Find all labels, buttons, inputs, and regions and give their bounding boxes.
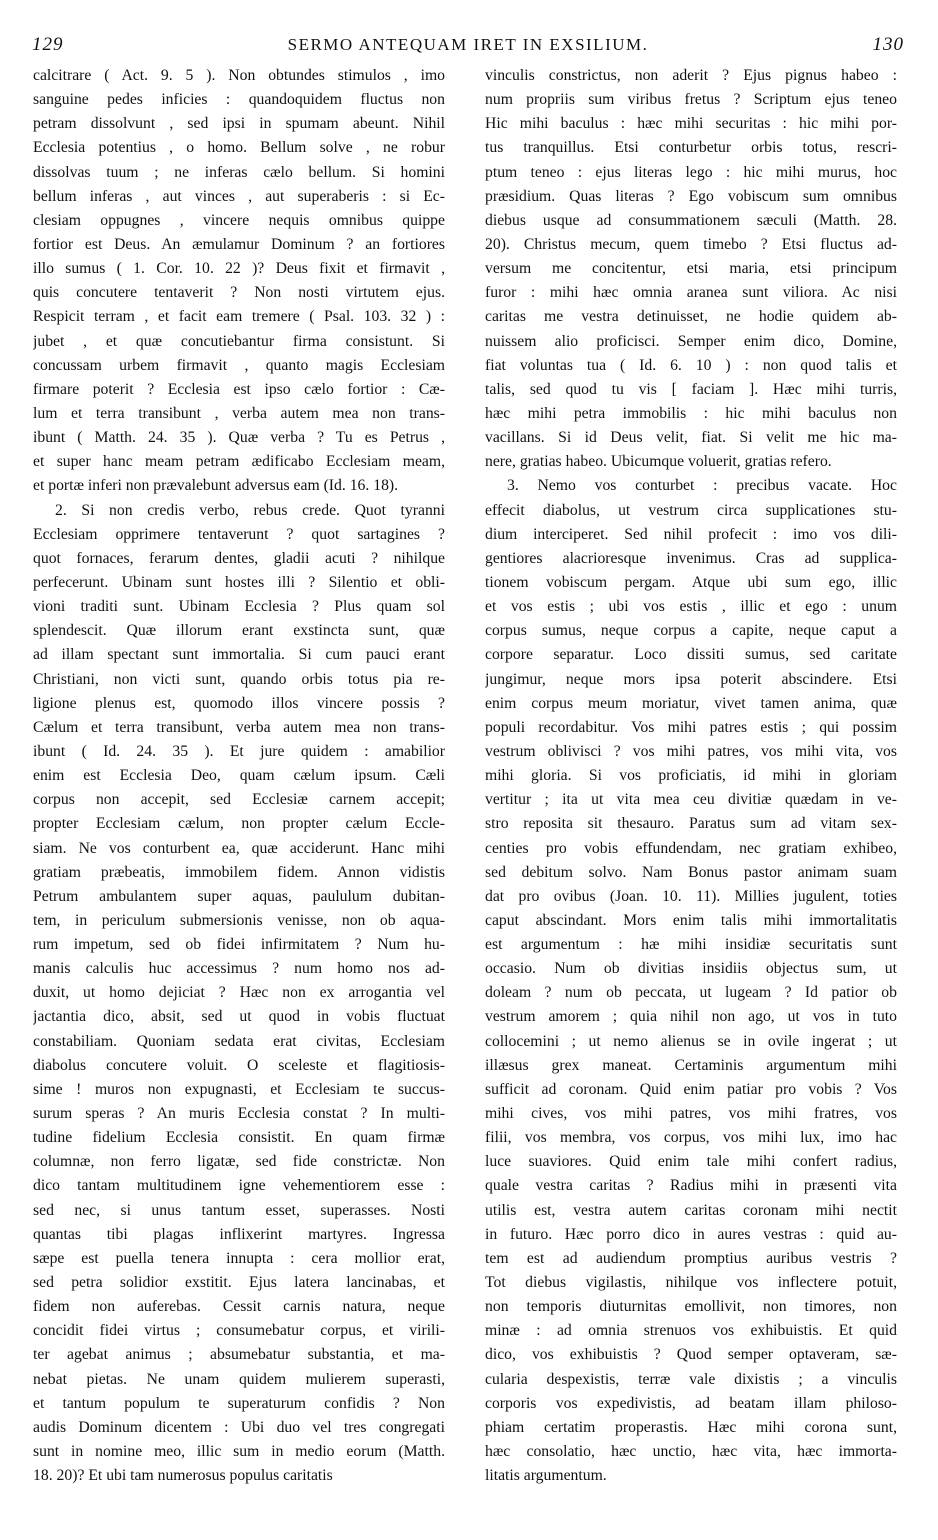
text-line: sunt in nomine meo, illic sum in medio eorum (Matth. <box>33 1443 445 1461</box>
text-line: sæpe est puella tenera innupta : cera mollior erat, <box>33 1249 445 1267</box>
text-line: minæ : ad omnia strenuos vos exhibuistis. Et quid <box>485 1322 897 1340</box>
text-line: fiat voluntas tua ( Id. 6. 10 ) : non quod talis et <box>485 356 897 374</box>
text-line: corpus non accepit, sed Ecclesiæ carnem accepit; <box>33 791 445 809</box>
text-line: collocemini ; ut nemo alienus se in ovile ingerat ; ut <box>485 1032 897 1050</box>
text-line: gentiores alacrioresque invenimus. Cras ad supplica- <box>485 549 897 567</box>
text-line: concussam urbem firmavit , quanto magis Ecclesiam <box>33 356 445 374</box>
text-line: Hic mihi baculus : hæc mihi securitas : hic mihi por- <box>485 115 897 133</box>
text-line: num propriis sum viribus fretus ? Scriptum ejus teneo <box>485 91 897 109</box>
text-line: vinculis constrictus, non aderit ? Ejus pignus habeo : <box>485 67 897 84</box>
text-line: stro reposita sit thesauro. Paratus sum ad vitam sex- <box>485 815 897 833</box>
text-line: propter Ecclesiam cælum, non propter cælum Eccle- <box>33 815 445 833</box>
text-line: gratiam præbeatis, immobilem fidem. Annon vidistis <box>33 863 445 881</box>
text-line: ibunt ( Id. 24. 35 ). Et jure quidem : amabilior <box>33 742 445 760</box>
text-line: fidem non auferebas. Cessit carnis natura, neque <box>33 1298 445 1316</box>
text-line: hæc consolatio, hæc unctio, hæc vita, hæc immorta- <box>485 1443 897 1461</box>
text-line: corporis vos expedivistis, ad beatam illam philoso- <box>485 1394 897 1412</box>
text-line: tionem vobiscum pergam. Atque ubi sum ego, illic <box>485 573 897 591</box>
text-line: luce suaviores. Quid enim tale mihi confert radius, <box>485 1153 897 1171</box>
text-line: splendescit. Quæ illorum erant exstincta sunt, quæ <box>33 622 445 640</box>
text-line: 18. 20)? Et ubi tam numerosus populus caritatis <box>33 1467 333 1485</box>
text-line: Cælum et terra transibunt, verba autem mea non trans- <box>33 718 445 736</box>
text-line: calcitrare ( Act. 9. 5 ). Non obtundes stimulos , imo <box>33 67 445 84</box>
text-line: centies pro vobis effundendam, nec gratiam exhibeo, <box>485 839 897 857</box>
text-line: quot fornaces, ferarum dentes, gladii acuti ? nihilque <box>33 549 445 567</box>
text-line: corpus sumus, neque corpus a capite, neque caput a <box>485 622 897 640</box>
page-number-right: 130 <box>872 34 904 55</box>
text-line: dium interciperet. Sed nihil profecit : imo vos dili- <box>485 525 897 543</box>
text-line: furor : mihi hæc omnia aranea sunt viliora. Ac nisi <box>485 284 897 302</box>
text-line: phiam certatim properastis. Hæc mihi corona sunt, <box>485 1418 897 1436</box>
text-line: nebat pietas. Ne unam quidem mulierem superasti, <box>33 1370 445 1388</box>
text-line: duxit, ut homo dejiciat ? Hæc non ex arrogantia vel <box>33 984 445 1002</box>
text-line: non temporis diuturnitas emollivit, non timores, non <box>485 1298 897 1316</box>
text-line: vacillans. Si id Deus velit, fiat. Si velit me hic ma- <box>485 429 897 447</box>
text-line: occasio. Num ob divitias insidiis objectus sum, ut <box>485 960 897 978</box>
text-line: quantas tibi plagas inflixerint martyres. Ingressa <box>33 1225 445 1243</box>
text-line: sed petra solidior exstitit. Ejus latera lancinabas, et <box>33 1274 445 1292</box>
text-line: dat pro ovibus (Joan. 10. 11). Millies jugulent, toties <box>485 887 897 905</box>
text-line: jungimur, neque mors ipsa poterit abscindere. Etsi <box>485 670 897 688</box>
text-line: sed nec, si unus tantum esset, superasses. Nosti <box>33 1201 445 1219</box>
text-line: corpore separatur. Loco dissiti sumus, sed caritate <box>485 646 897 664</box>
text-line: dissolvas tuum ; ne inferas cælo bellum. Si homini <box>33 163 445 181</box>
text-line: perfecerunt. Ubinam sunt hostes illi ? Silentio et obli- <box>33 573 445 591</box>
text-line: filii, vos membra, vos corpus, vos mihi lux, imo hac <box>485 1129 897 1147</box>
text-line: enim est Ecclesia Deo, quam cælum ipsum. Cæli <box>33 767 445 785</box>
text-line: diebus usque ad consummationem sæculi (Matth. 28. <box>485 211 897 229</box>
text-line: et super hanc meam petram ædificabo Ecclesiam meam, <box>33 453 445 471</box>
text-line: versum me concitentur, etsi maria, etsi principum <box>485 260 897 278</box>
text-line: et tantum populum te superaturum confidis ? Non <box>33 1394 445 1412</box>
text-line: vestrum amorem ; quia nihil non ago, ut vos in tuto <box>485 1008 897 1026</box>
text-line: utilis est, vestra autem caritas coronam mihi nectit <box>485 1201 897 1219</box>
text-line: tem est ad audiendum promptius auribus vestris ? <box>485 1249 897 1267</box>
text-line: talis, sed quod tu vis [ faciam ]. Hæc mihi turris, <box>485 380 897 398</box>
text-line: dico tantam multitudinem igne vehementiorem esse : <box>33 1177 445 1195</box>
text-line: 20). Christus mecum, quem timebo ? Etsi fluctus ad- <box>485 235 897 253</box>
text-line: et portæ inferi non prævalebunt adversus eam (Id. 16. 18). <box>33 477 399 495</box>
text-line: ad illam spectant sunt immortalia. Si cum pauci erant <box>33 646 445 664</box>
text-line: tudine fidelium Ecclesia consistit. En quam firmæ <box>33 1129 445 1147</box>
text-line: doleam ? num ob peccata, ut lugeam ? Id patior ob <box>485 984 897 1002</box>
text-line: cularia despexistis, terræ vale dixistis ; a vinculis <box>485 1370 897 1388</box>
text-line: ter agebat animus ; absumebatur substantia, et ma- <box>33 1346 445 1364</box>
text-line: siam. Ne vos conturbent ea, quæ acciderunt. Hanc mihi <box>33 839 445 857</box>
text-line: tem, in periculum submersionis venisse, non ob aqua- <box>33 911 445 929</box>
text-line: et vos estis ; ubi vos estis , illic et ego : unum <box>485 598 897 616</box>
text-line: jubet , et quæ concutiebantur firma consistunt. Si <box>33 332 445 350</box>
text-line: nuissem alio proficisci. Semper enim dico, Domine, <box>485 332 897 350</box>
text-line: audis Dominum dicentem : Ubi duo vel tres congregati <box>33 1418 445 1436</box>
text-line: Respicit terram , et facit eam tremere ( Psal. 103. 32 ) : <box>33 308 445 326</box>
text-line: bellum inferas , aut vinces , aut superaberis : si Ec- <box>33 187 445 205</box>
text-line: constabiliam. Quoniam sedata erat civitas, Ecclesiam <box>33 1032 445 1050</box>
text-line: Tot diebus vigilastis, nihilque vos inflectere potuit, <box>485 1274 897 1292</box>
text-line: 2. Si non credis verbo, rebus crede. Quot tyranni <box>55 501 445 519</box>
text-line: firmare poterit ? Ecclesia est ipso cælo fortior : Cæ- <box>33 380 445 398</box>
text-line: concidit fidei virtus ; consumebatur corpus, et virili- <box>33 1322 445 1340</box>
text-line: ligione plenus est, quomodo illos vincere possis ? <box>33 694 445 712</box>
text-line: est argumentum : hæ mihi insidiæ securitatis sunt <box>485 936 897 954</box>
running-title: SERMO ANTEQUAM IRET IN EXSILIUM. <box>287 35 649 54</box>
text-line: effecit diabolus, ut vestrum circa supplicationes stu- <box>485 501 897 519</box>
text-line: manis calculis huc accessimus ? num homo nos ad- <box>33 960 445 978</box>
right-column <box>485 64 897 1488</box>
text-line: jactantia dico, absit, sed ut quod in vobis fluctuat <box>33 1008 445 1026</box>
text-line: Ecclesia potentius , o homo. Bellum solve , ne robur <box>33 139 445 157</box>
text-line: columnæ, non ferro ligatæ, sed fide constrictæ. Non <box>33 1153 445 1171</box>
text-line: mihi cives, vos mihi patres, vos mihi fratres, vos <box>485 1105 897 1123</box>
text-line: petram dissolvunt , sed ipsi in spumam abeunt. Nihil <box>33 115 445 133</box>
text-line: rum impetum, sed ob fidei infirmitatem ? Num hu- <box>33 936 445 954</box>
text-line: clesiam oppugnes , vincere nequis omnibus quippe <box>33 211 445 229</box>
text-line: vertitur ; ita ut vita mea ceu divitiæ quædam in ve- <box>485 791 897 809</box>
left-column <box>33 64 445 1488</box>
text-line: præsidium. Quas literas ? Ego vobiscum sum omnibus <box>485 187 897 205</box>
text-line: dico, vos exhibuistis ? Quod semper optaveram, sæ- <box>485 1346 897 1364</box>
page-header <box>30 34 906 60</box>
text-line: hæc mihi petra immobilis : hic mihi baculus non <box>485 404 897 422</box>
text-line: Petrum ambulantem super aquas, paululum dubitan- <box>33 887 445 905</box>
page-number-left: 129 <box>32 34 64 55</box>
text-line: sime ! muros non expugnasti, et Ecclesiam te succus- <box>33 1080 445 1098</box>
text-line: illo sumus ( 1. Cor. 10. 22 )? Deus fixit et firmavit , <box>33 260 445 278</box>
text-line: populi recordabitur. Vos mihi patres estis ; qui possim <box>485 718 897 736</box>
text-line: illæsus grex maneat. Certaminis argumentum mihi <box>485 1056 897 1074</box>
text-line: nere, gratias habeo. Ubicumque voluerit, gratias refero. <box>485 453 832 471</box>
text-line: sed debitum solvo. Nam Bonus pastor animam suam <box>485 863 897 881</box>
text-line: caput abscindant. Mors enim talis mihi immortalitatis <box>485 911 897 929</box>
text-line: sanguine pedes inficies : quandoquidem fluctus non <box>33 91 445 109</box>
text-line: mihi gloria. Si vos proficiatis, id mihi in gloriam <box>485 767 897 785</box>
text-line: diabolus concutere voluit. O sceleste et flagitiosis- <box>33 1056 445 1074</box>
text-line: Ecclesiam opprimere tentaverunt ? quot sartagines ? <box>33 525 445 543</box>
text-line: enim corpus meum moriatur, vivet tamen anima, quæ <box>485 694 897 712</box>
text-line: ibunt ( Matth. 24. 35 ). Quæ verba ? Tu es Petrus , <box>33 429 445 447</box>
text-line: sufficit ad coronam. Quid enim patiar pro vobis ? Vos <box>485 1080 897 1098</box>
text-line: tus tranquillus. Etsi conturbetur orbis totus, rescri- <box>485 139 897 157</box>
text-line: 3. Nemo vos conturbet : precibus vacate. Hoc <box>507 477 897 495</box>
text-line: quis concutere tentaverit ? Non nosti virtutem ejus. <box>33 284 445 302</box>
text-line: lum et terra transibunt , verba autem mea non trans- <box>33 404 445 422</box>
text-line: Christiani, non victi sunt, quando orbis totus pia re- <box>33 670 445 688</box>
text-line: fortior est Deus. An æmulamur Dominum ? an fortiores <box>33 235 445 253</box>
text-line: in futuro. Hæc porro dico in aures vestras : quid au- <box>485 1225 897 1243</box>
text-line: vestrum oblivisci ? vos mihi patres, vos mihi vita, vos <box>485 742 897 760</box>
text-line: surum speras ? An muris Ecclesia constat ? In multi- <box>33 1105 445 1123</box>
text-line: ptum teneo : ejus literas lego : hic mihi murus, hoc <box>485 163 897 181</box>
text-line: caritas me vestra detinuisset, ne hodie quidem ab- <box>485 308 897 326</box>
text-line: quale vestra caritas ? Radius mihi in præsenti vita <box>485 1177 897 1195</box>
text-line: litatis argumentum. <box>485 1467 607 1485</box>
text-line: vioni traditi sunt. Ubinam Ecclesia ? Plus quam sol <box>33 598 445 616</box>
